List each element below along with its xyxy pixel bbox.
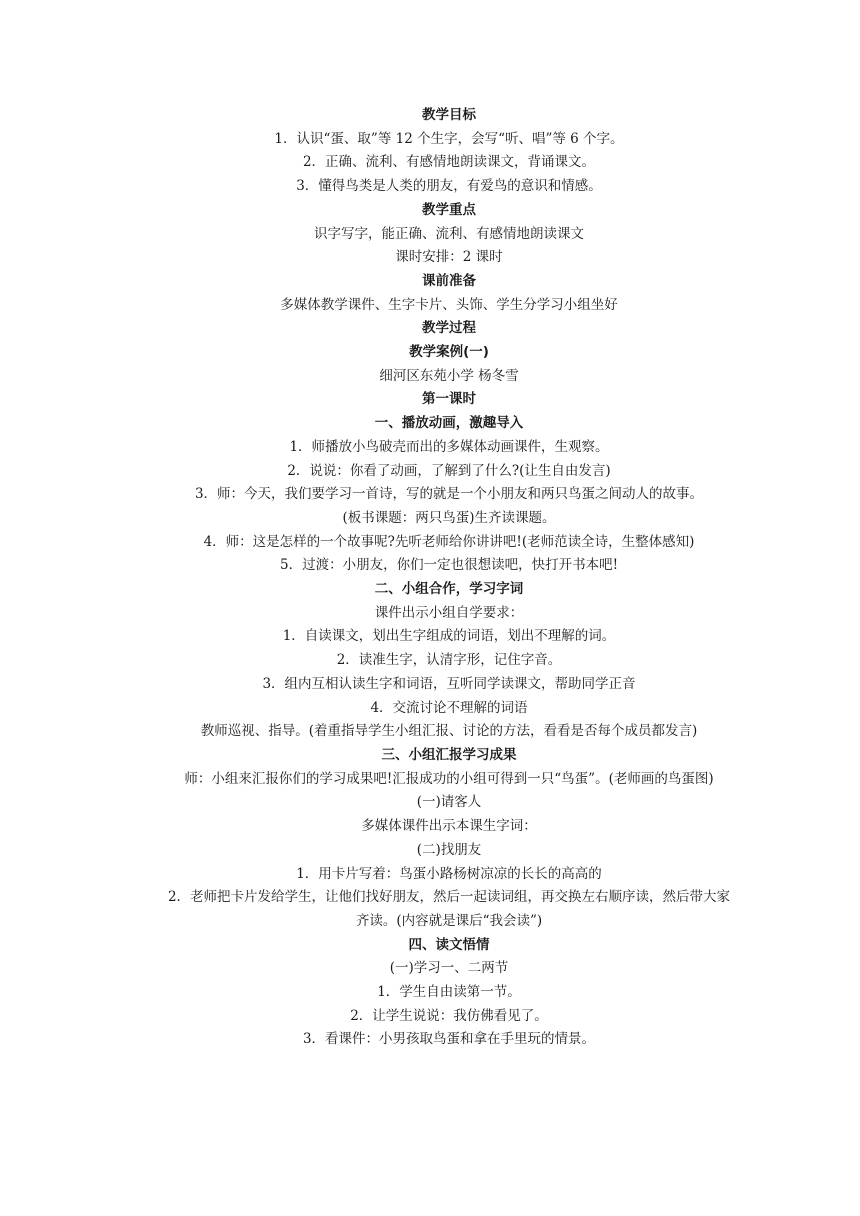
section-heading: 教学过程 (422, 320, 476, 337)
body-line: 识字写字，能正确、流利、有感情地朗读课文 (314, 225, 584, 242)
body-line: (板书课题：两只鸟蛋)生齐读课题。 (342, 509, 556, 526)
section-heading: 教学重点 (422, 201, 476, 218)
body-line: 课件出示小组自学要求： (374, 604, 524, 621)
body-line: (二)找朋友 (416, 841, 482, 858)
section-heading: 教学案例(一) (409, 344, 489, 361)
section-heading: 课前准备 (422, 272, 476, 289)
body-line: 2．说说：你看了动画，了解到了什么?(让生自由发言) (287, 462, 611, 479)
section-heading: 一、播放动画，激趣导入 (374, 415, 524, 432)
body-line: 1．师播放小鸟破壳而出的多媒体动画课件，生观察。 (289, 438, 609, 455)
body-line: 教师巡视、指导。(着重指导学生小组汇报、讨论的方法，看看是否每个成员都发言) (200, 723, 698, 740)
section-heading: 第一课时 (422, 391, 476, 408)
section-heading: 四、读文悟情 (408, 936, 490, 953)
body-line: 3．看课件：小男孩取鸟蛋和拿在手里玩的情景。 (302, 1031, 596, 1048)
body-line: 2．正确、流利、有感情地朗读课文，背诵课文。 (302, 154, 596, 171)
section-heading: 教学目标 (422, 107, 476, 123)
body-line: 1．学生自由读第一节。 (377, 984, 521, 1001)
section-heading: 三、小组汇报学习成果 (381, 746, 517, 763)
body-line: 1．认识“蛋、取”等 12 个生字，会写“听、唱”等 6 个字。 (274, 130, 624, 147)
body-line: 1．自读课文，划出生字组成的词语，划出不理解的词。 (282, 628, 616, 645)
document-page (166, 104, 732, 1052)
body-line: 课时安排：2 课时 (395, 249, 503, 266)
body-line: 3．师：今天，我们要学习一首诗，写的就是一个小朋友和两只鸟蛋之间动人的故事。 (194, 486, 704, 503)
body-line: 多媒体教学课件、生字卡片、头饰、学生分学习小组坐好 (280, 296, 618, 313)
body-line: 5．过渡：小朋友，你们一定也很想读吧，快打开书本吧! (279, 557, 618, 574)
body-line: (一)学习一、二两节 (389, 960, 509, 977)
body-line: 2．老师把卡片发给学生，让他们找好朋友，然后一起读词组，再交换左右顺序读，然后带大家齐读。(内容就是课后“我会读”) (167, 889, 731, 929)
body-line: 2．读准生字，认清字形，记住字音。 (336, 652, 562, 669)
body-line: 1．用卡片写着：鸟蛋小路杨树凉凉的长长的高高的 (296, 865, 602, 882)
body-line: 细河区东苑小学 杨冬雪 (379, 367, 519, 384)
section-heading: 二、小组合作，学习字词 (374, 581, 524, 598)
body-line: 师：小组来汇报你们的学习成果吧!汇报成功的小组可得到一只“鸟蛋”。(老师画的鸟蛋图) (184, 770, 714, 787)
body-line: (一)请客人 (416, 794, 482, 811)
body-line: 3．懂得鸟类是人类的朋友，有爱鸟的意识和情感。 (296, 178, 602, 195)
body-line: 4．交流讨论不理解的词语 (370, 699, 528, 716)
body-line: 4．师：这是怎样的一个故事呢?先听老师给你讲讲吧!(老师范读全诗，生整体感知) (203, 533, 695, 550)
body-line: 2．让学生说说：我仿佛看见了。 (350, 1007, 548, 1024)
body-line: 多媒体课件出示本课生字词： (361, 818, 537, 835)
body-line: 3．组内互相认读生字和词语，互听同学读课文，帮助同学正音 (262, 675, 636, 692)
